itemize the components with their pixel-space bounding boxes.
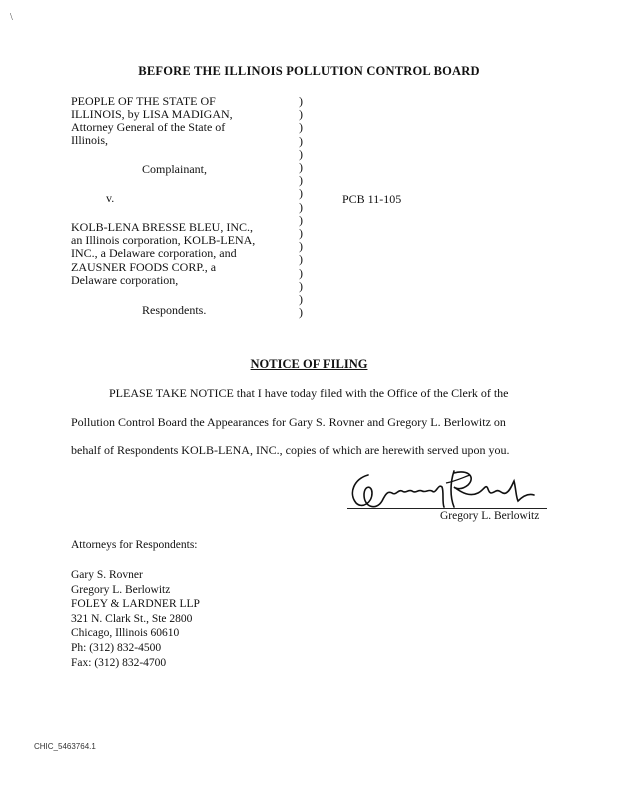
plaintiff-line-4: Illinois,	[71, 133, 109, 147]
paren: )	[299, 252, 303, 267]
attorney-block	[71, 568, 200, 670]
attorney-line: Gary S. Rovner	[71, 569, 143, 581]
paren: )	[299, 239, 303, 254]
respondent-line-5: Delaware corporation,	[71, 273, 179, 287]
attorney-line: FOLEY & LARDNER LLP	[71, 598, 200, 611]
plaintiff-line-1: PEOPLE OF THE STATE OF	[71, 94, 216, 108]
plaintiff-line-2: ILLINOIS, by LISA MADIGAN,	[71, 107, 233, 121]
respondent-line-3: INC., a Delaware corporation, and	[71, 246, 237, 260]
paren: )	[299, 265, 303, 280]
paren: )	[299, 146, 303, 161]
body-line-2: Pollution Control Board the Appearances for Gary S. Rovner and Gregory L. Berlowitz on	[71, 415, 506, 429]
paren: )	[299, 133, 303, 148]
document-id: CHIC_5463764.1	[34, 742, 96, 751]
paren: )	[299, 278, 303, 293]
versus: v.	[106, 191, 115, 205]
attorneys-heading: Attorneys for Respondents:	[71, 539, 198, 551]
caption-paren-column	[299, 95, 303, 319]
paren: )	[299, 107, 303, 122]
attorney-line: Gregory L. Berlowitz	[71, 583, 171, 596]
respondent-line-4: ZAUSNER FOODS CORP., a	[71, 260, 217, 274]
paren: )	[299, 173, 303, 188]
respondent-line-1: KOLB-LENA BRESSE BLEU, INC.,	[71, 220, 254, 234]
attorney-line: Fax: (312) 832-4700	[71, 656, 167, 669]
body-line-3: behalf of Respondents KOLB-LENA, INC., copies of which are herewith served upon you.	[71, 443, 510, 457]
paren: )	[299, 94, 303, 108]
signature-image	[346, 463, 546, 513]
notice-title: NOTICE OF FILING	[250, 357, 368, 371]
case-number: PCB 11-105	[342, 192, 402, 206]
paren: )	[299, 212, 303, 227]
body-line-1: PLEASE TAKE NOTICE that I have today filed with the Office of the Clerk of the	[109, 386, 509, 400]
signature-line	[347, 508, 547, 509]
complainant-label: Complainant,	[142, 162, 207, 176]
attorney-line: Chicago, Illinois 60610	[71, 627, 180, 640]
paren: )	[299, 199, 303, 214]
attorney-line: 321 N. Clark St., Ste 2800	[71, 612, 193, 625]
paren: )	[299, 120, 303, 135]
attorney-line: Ph: (312) 832-4500	[71, 641, 162, 654]
paren: )	[299, 226, 303, 241]
respondents-label: Respondents.	[142, 303, 207, 317]
document-heading: BEFORE THE ILLINOIS POLLUTION CONTROL BOARD	[138, 64, 480, 78]
signatory-name: Gregory L. Berlowitz	[440, 510, 540, 522]
respondent-line-2: an Illinois corporation, KOLB-LENA,	[71, 233, 256, 247]
plaintiff-line-3: Attorney General of the State of	[71, 120, 226, 134]
paren: )	[299, 292, 303, 307]
page-mark: \	[10, 12, 13, 23]
paren: )	[299, 305, 303, 320]
paren: )	[299, 160, 303, 175]
paren: )	[299, 186, 303, 201]
